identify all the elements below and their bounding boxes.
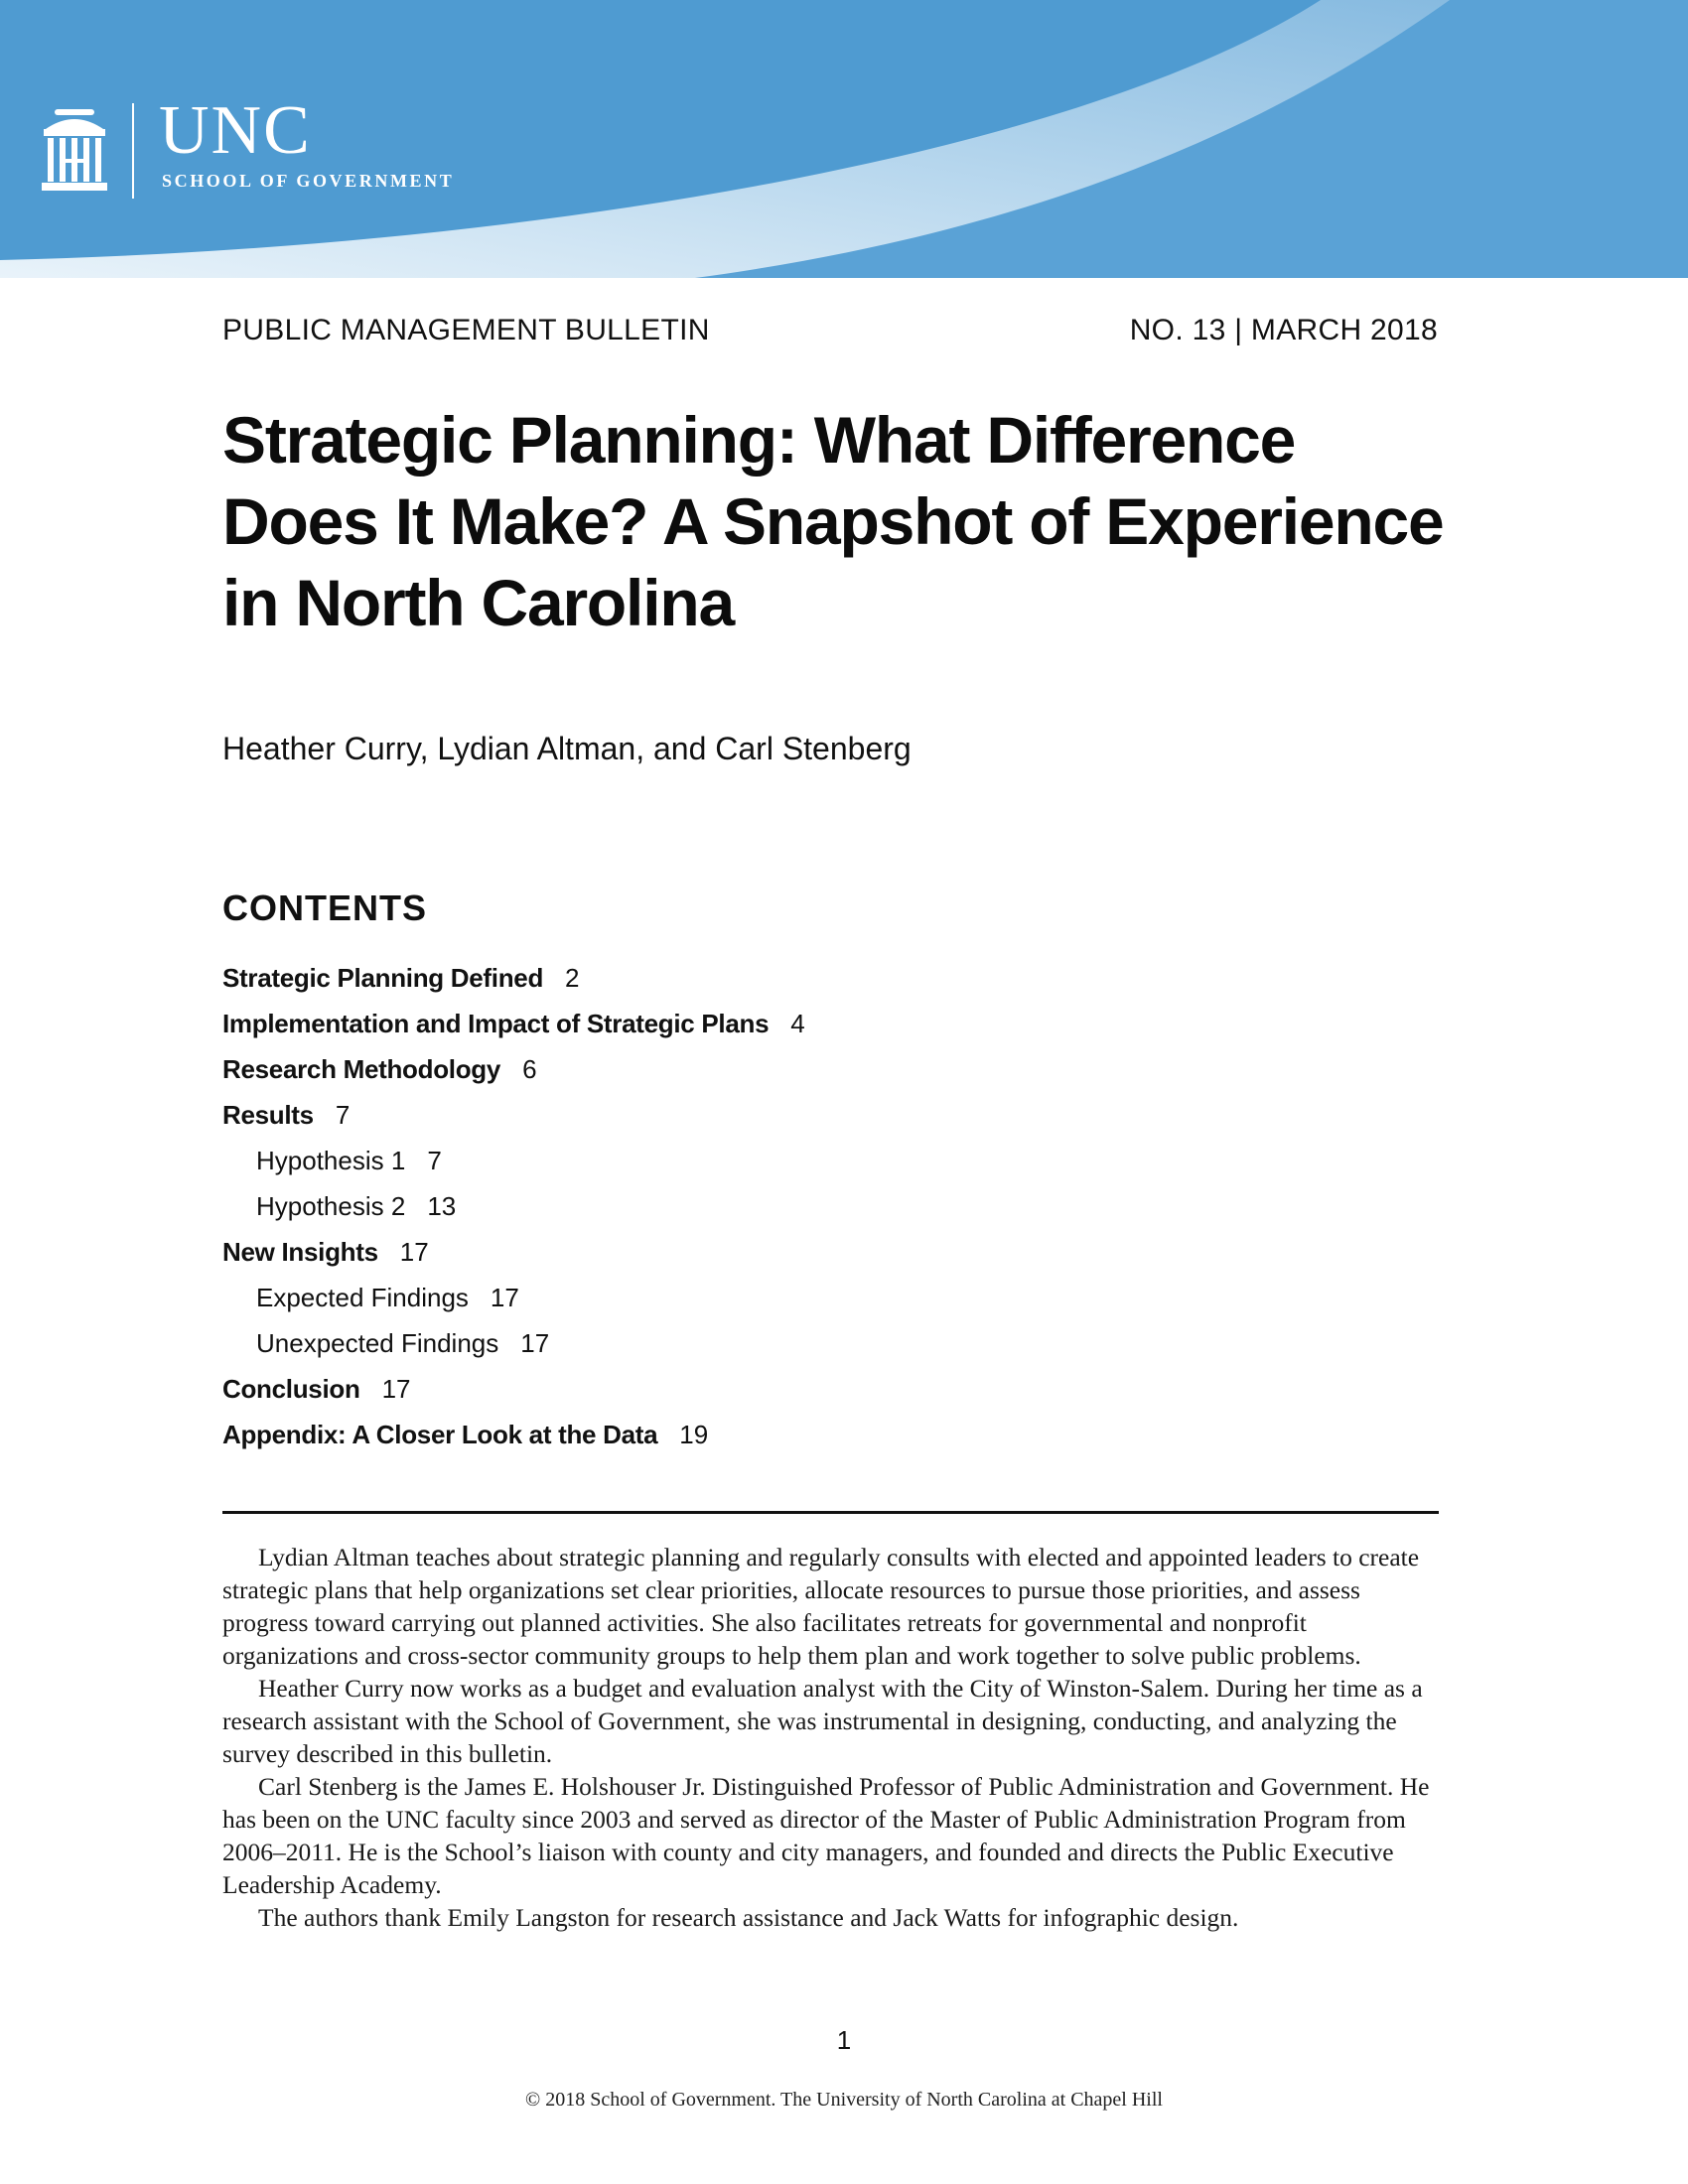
bio-paragraph-stenberg: Carl Stenberg is the James E. Holshouser Jr. Distinguished Professor of Public Administration and Government. He has been on the UNC faculty since 2003 and served as director of the Master of Public Administration Program from 2006–2011. He is the School’s liaison with county and city managers, and founded and directs the Public Executive Leadership Academy. — [222, 1772, 1430, 1899]
bio-paragraph-altman: Lydian Altman teaches about strategic planning and regularly consults with elected and appointed leaders to create strategic plans that help organizations set clear priorities, allocate resources to pursue those priorities, and assess progress toward carrying out planned activities. She also facilitates retreats for governmental and nonprofit organizations and cross-sector community groups to help them plan and work together to solve public problems. — [222, 1543, 1420, 1670]
acknowledgments: The authors thank Emily Langston for research assistance and Jack Watts for infographic design. — [258, 1903, 1239, 1932]
logo-subtitle: SCHOOL OF GOVERNMENT — [162, 171, 455, 191]
authors: Heather Curry, Lydian Altman, and Carl Stenberg — [222, 731, 912, 766]
header-banner — [0, 0, 1688, 278]
toc-item[interactable] — [222, 1001, 805, 1046]
toc-page: 7 — [335, 1100, 351, 1130]
toc-page: 7 — [427, 1146, 442, 1175]
toc-item[interactable] — [222, 1412, 805, 1457]
toc-label: Unexpected Findings — [256, 1328, 499, 1358]
toc-label: Results — [222, 1100, 314, 1130]
toc-page: 4 — [790, 1009, 805, 1038]
copyright-notice: © 2018 School of Government. The University of North Carolina at Chapel Hill — [525, 2089, 1163, 2111]
toc-item[interactable] — [222, 1138, 805, 1183]
toc-page: 17 — [520, 1328, 550, 1358]
bulletin-issue: NO. 13 | MARCH 2018 — [1129, 314, 1438, 346]
old-well-icon — [40, 107, 109, 197]
contents-heading: CONTENTS — [222, 887, 427, 928]
toc-page: 13 — [427, 1191, 457, 1221]
toc-label: Implementation and Impact of Strategic Plans — [222, 1009, 770, 1038]
toc-item[interactable] — [222, 1366, 805, 1412]
section-divider — [222, 1511, 1439, 1514]
toc-page: 6 — [522, 1054, 537, 1084]
toc-item[interactable] — [222, 1320, 805, 1366]
toc-item[interactable] — [222, 1275, 805, 1320]
toc-label: Conclusion — [222, 1374, 360, 1404]
toc-label: Expected Findings — [256, 1283, 469, 1312]
toc-page: 17 — [399, 1237, 429, 1267]
bulletin-series: PUBLIC MANAGEMENT BULLETIN — [222, 314, 710, 346]
toc-label: Appendix: A Closer Look at the Data — [222, 1420, 658, 1449]
bio-paragraph-curry: Heather Curry now works as a budget and evaluation analyst with the City of Winston-Salem. During her time as a research assistant with the School of Government, she was instrumental in designing, conducting, and analyzing the survey described in this bulletin. — [222, 1674, 1423, 1768]
toc-item[interactable] — [222, 955, 805, 1001]
toc-page: 17 — [381, 1374, 411, 1404]
table-of-contents — [222, 955, 805, 1457]
toc-page: 17 — [490, 1283, 519, 1312]
toc-item[interactable] — [222, 1046, 805, 1092]
toc-label: Hypothesis 1 — [256, 1146, 406, 1175]
toc-item[interactable] — [222, 1092, 805, 1138]
toc-label: New Insights — [222, 1237, 378, 1267]
toc-page: 2 — [565, 963, 580, 993]
page-number: 1 — [836, 2025, 852, 2055]
author-bios — [222, 1541, 1444, 1934]
toc-label: Strategic Planning Defined — [222, 963, 544, 993]
toc-item[interactable] — [222, 1183, 805, 1229]
logo-divider — [132, 103, 134, 199]
toc-page: 19 — [679, 1420, 709, 1449]
logo-name: UNC — [159, 92, 312, 169]
document-title: Strategic Planning: What Difference Does It Make? A Snapshot of Experience in North Carolina — [222, 403, 1444, 639]
toc-item[interactable] — [222, 1229, 805, 1275]
toc-label: Hypothesis 2 — [256, 1191, 406, 1221]
toc-label: Research Methodology — [222, 1054, 501, 1084]
